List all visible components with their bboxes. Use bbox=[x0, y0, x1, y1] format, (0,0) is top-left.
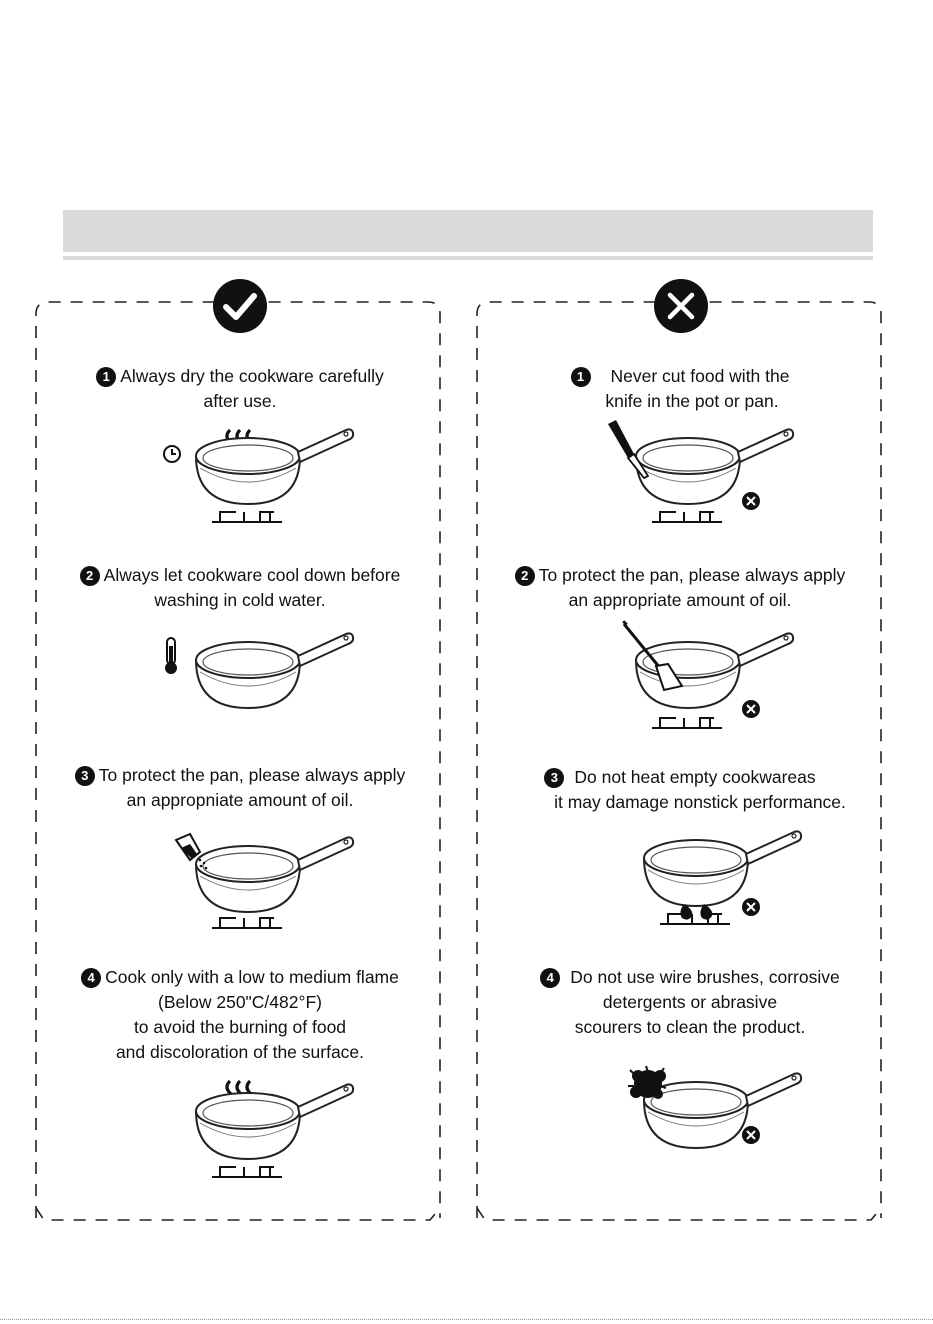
page-bottom-edge bbox=[0, 1319, 933, 1320]
dos-item-3-illustration bbox=[160, 830, 360, 930]
cross-icon bbox=[653, 278, 709, 334]
donts-item-1-illustration bbox=[600, 418, 800, 528]
donts-item-4-text bbox=[500, 965, 880, 1040]
dos-item-1-line1: Always dry the cookware carefully bbox=[120, 366, 384, 386]
donts-item-2-text bbox=[480, 563, 880, 613]
dos-item-3-line2: an appropniate amount of oil. bbox=[126, 790, 354, 810]
dos-item-4-illustration bbox=[160, 1075, 360, 1180]
step-number-badge: 3 bbox=[75, 766, 95, 786]
pan-icon bbox=[196, 1084, 353, 1159]
donts-item-3-illustration bbox=[608, 822, 808, 932]
donts-item-4-line2: detergents or abrasive bbox=[602, 992, 778, 1012]
pan-icon bbox=[636, 429, 793, 504]
donts-item-3-text bbox=[500, 765, 900, 815]
prohibited-icon bbox=[742, 700, 760, 718]
donts-item-3-line1: Do not heat empty cookwareas bbox=[574, 767, 816, 787]
stove-icon bbox=[652, 512, 722, 522]
step-number-badge: 2 bbox=[80, 566, 100, 586]
dos-item-2-line2: washing in cold water. bbox=[154, 590, 326, 610]
pan-icon bbox=[644, 831, 801, 906]
stove-icon bbox=[212, 918, 282, 928]
clock-icon bbox=[164, 446, 180, 462]
stove-icon bbox=[212, 1167, 282, 1177]
prohibited-icon bbox=[742, 492, 760, 510]
donts-item-3-line2: it may damage nonstick performance. bbox=[554, 792, 846, 812]
donts-item-2-illustration bbox=[600, 620, 800, 732]
thermometer-icon bbox=[165, 638, 177, 674]
step-number-badge: 4 bbox=[540, 968, 560, 988]
pan-icon bbox=[196, 429, 353, 504]
dos-item-4-line4: and discoloration of the surface. bbox=[115, 1042, 365, 1062]
dos-item-3-text bbox=[40, 763, 440, 813]
donts-item-2-line2: an appropriate amount of oil. bbox=[568, 590, 792, 610]
checkmark-icon bbox=[212, 278, 268, 334]
donts-item-1-text bbox=[500, 364, 860, 414]
step-number-badge: 1 bbox=[571, 367, 591, 387]
pan-icon bbox=[196, 633, 353, 708]
pan-icon bbox=[196, 837, 353, 912]
prohibited-icon bbox=[742, 1126, 760, 1144]
donts-item-4-line1: Do not use wire brushes, corrosive bbox=[570, 967, 840, 987]
dos-item-4-line2: (Below 250"C/482°F) bbox=[158, 992, 322, 1012]
donts-item-1-line2: knife in the pot or pan. bbox=[605, 391, 779, 411]
step-number-badge: 1 bbox=[96, 367, 116, 387]
dos-item-2-line1: Always let cookware cool down before bbox=[103, 565, 401, 585]
dos-item-4-line3: to avoid the burning of food bbox=[133, 1017, 347, 1037]
stove-icon bbox=[652, 718, 722, 728]
donts-item-4-illustration bbox=[608, 1062, 808, 1162]
wire-brush-icon bbox=[628, 1066, 666, 1099]
donts-item-1-line1: Never cut food with the bbox=[610, 366, 790, 386]
step-number-badge: 2 bbox=[515, 566, 535, 586]
dos-item-1-line2: after use. bbox=[203, 391, 277, 411]
header-underline bbox=[63, 256, 873, 260]
dos-item-3-line1: To protect the pan, please always apply bbox=[98, 765, 406, 785]
donts-item-2-line1: To protect the pan, please always apply bbox=[538, 565, 846, 585]
dos-item-2-illustration bbox=[160, 630, 360, 720]
pan-icon bbox=[644, 1073, 801, 1148]
dos-item-1-illustration bbox=[160, 420, 360, 530]
dos-item-1-text bbox=[40, 364, 440, 414]
step-number-badge: 4 bbox=[81, 968, 101, 988]
prohibited-icon bbox=[742, 898, 760, 916]
dos-item-2-text bbox=[40, 563, 440, 613]
dos-item-4-line1: Cook only with a low to medium flame bbox=[105, 967, 399, 987]
stove-icon bbox=[660, 914, 730, 924]
dos-item-4-text bbox=[40, 965, 440, 1065]
step-number-badge: 3 bbox=[544, 768, 564, 788]
section-header-bar bbox=[63, 210, 873, 252]
stove-icon bbox=[212, 512, 282, 522]
donts-item-4-line3: scourers to clean the product. bbox=[574, 1017, 806, 1037]
